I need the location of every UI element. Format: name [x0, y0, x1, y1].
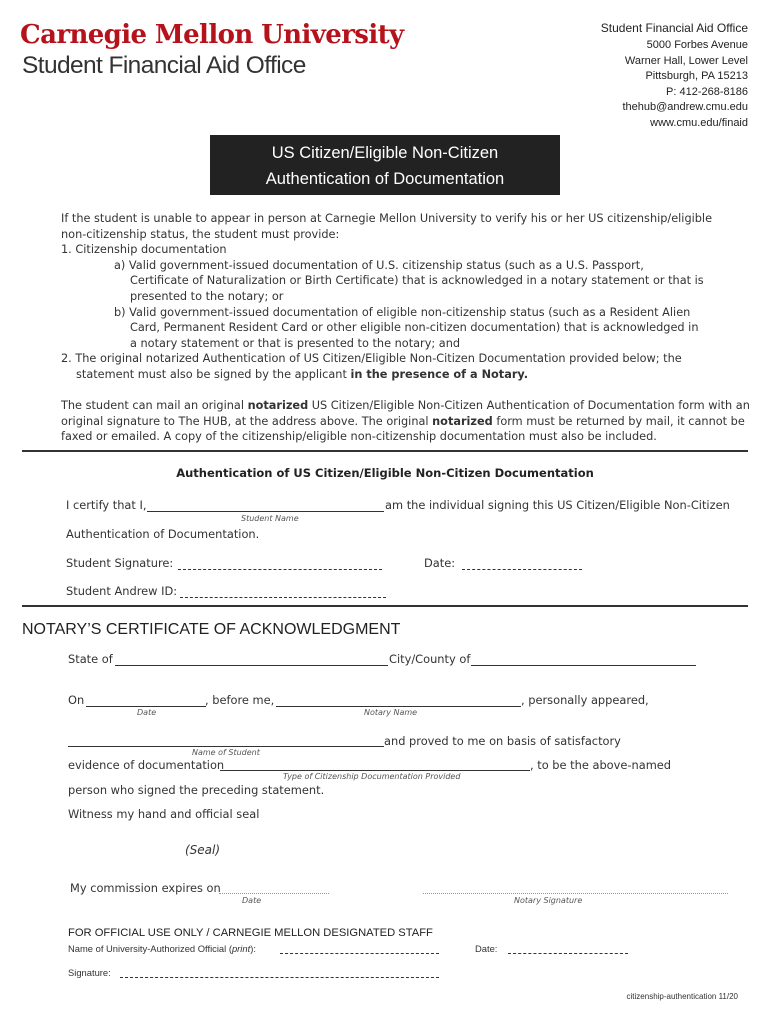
office-address — [601, 20, 748, 132]
student-name-notary-caption: Name of Student — [192, 748, 260, 757]
office-logo-text: Student Financial Aid Office — [22, 52, 306, 79]
instruction-item-b: b) Valid government-issued documentation of eligible non-citizenship status (such as a Resident Alien — [114, 305, 691, 319]
state-label: State of — [68, 652, 113, 666]
instruction-item-a: a) Valid government-issued documentation of U.S. citizenship status (such as a U.S. Passport, — [114, 258, 644, 272]
personally-appeared-label: , personally appeared, — [521, 693, 649, 707]
commission-label: My commission expires on — [70, 881, 221, 895]
witness-label: Witness my hand and official seal — [68, 807, 260, 821]
instruction-line: non-citizenship status, the student must provide: — [61, 227, 340, 241]
print-emphasis: print — [231, 943, 251, 954]
section-divider — [22, 605, 748, 607]
above-named-label: , to be the above-named — [530, 758, 672, 772]
commission-date-caption: Date — [242, 896, 262, 905]
student-signature-field[interactable] — [178, 568, 382, 570]
instruction-line: Card, Permanent Resident Card or other eligible non-citizen documentation) that is acknowledged in — [130, 321, 699, 335]
student-signature-label: Student Signature: — [66, 556, 174, 570]
date-field[interactable] — [462, 568, 582, 570]
state-field[interactable] — [115, 664, 388, 666]
notary-date-field[interactable] — [86, 705, 206, 707]
official-name-text: ): — [250, 943, 256, 954]
instruction-line: If the student is unable to appear in person at Carnegie Mellon University to verify his or her US citizenship/eligible — [61, 212, 713, 225]
date-label: Date: — [424, 556, 456, 570]
andrew-id-field[interactable] — [180, 596, 386, 598]
official-name-text: Name of University-Authorized Official ( — [68, 943, 232, 954]
address-phone: P: 412-268-8186 — [666, 85, 748, 98]
address-title: Student Financial Aid Office — [600, 21, 748, 35]
county-label: City/County of — [389, 652, 471, 666]
student-name-notary-field[interactable] — [68, 745, 384, 747]
certify-end: Authentication of Documentation. — [66, 527, 260, 541]
evidence-label: evidence of documentation — [68, 758, 225, 772]
student-name-caption: Student Name — [241, 514, 299, 523]
student-name-field[interactable] — [147, 510, 384, 512]
before-me-label: , before me, — [205, 693, 275, 707]
official-date-label: Date: — [475, 943, 498, 954]
form-title-line-2: Authentication of Documentation — [265, 170, 505, 188]
person-signed-label: person who signed the preceding statement. — [68, 783, 325, 797]
seal-label: (Seal) — [185, 843, 221, 857]
official-signature-label: Signature: — [68, 967, 111, 978]
notary-name-caption: Notary Name — [364, 708, 418, 717]
mailing-line: faxed or emailed. A copy of the citizenship/eligible non-citizenship documentation must also be included. — [61, 430, 657, 444]
notarized-emphasis: notarized — [247, 399, 309, 412]
official-name-field[interactable] — [280, 952, 439, 954]
instruction-item-1: 1. Citizenship documentation — [61, 243, 227, 257]
mailing-instructions — [61, 398, 751, 445]
notary-signature-caption: Notary Signature — [514, 896, 583, 905]
notarized-emphasis: notarized — [432, 414, 493, 428]
instruction-line: a notary statement or that is presented to the notary; and — [130, 336, 461, 350]
instructions — [61, 211, 751, 383]
instruction-line — [61, 367, 751, 383]
certify-statement: am the individual signing this US Citizen/Eligible Non-Citizen — [385, 498, 730, 512]
documentation-type-field[interactable] — [220, 769, 530, 771]
official-signature-field[interactable] — [120, 976, 439, 978]
address-line: 5000 Forbes Avenue — [646, 39, 748, 51]
commission-date-field[interactable] — [219, 892, 329, 894]
notary-presence-emphasis: in the presence of a Notary. — [350, 367, 529, 381]
county-field[interactable] — [471, 664, 696, 666]
official-name-label — [68, 943, 256, 954]
on-label: On — [68, 693, 85, 707]
mailing-line — [61, 414, 751, 430]
notary-signature-field[interactable] — [423, 892, 728, 894]
mailing-text: form must be returned by mail, it cannot be — [492, 414, 745, 428]
form-code: citizenship-authentication 11/20 — [626, 992, 738, 1001]
certify-label: I certify that I, — [66, 498, 147, 512]
form-title-line-1: US Citizen/Eligible Non-Citizen — [271, 144, 499, 162]
mailing-text: original signature to The HUB, at the address above. The original — [61, 414, 433, 428]
mailing-text: US Citizen/Eligible Non-Citizen Authentication of Documentation form with an — [308, 399, 750, 412]
notary-heading: NOTARY’S CERTIFICATE OF ACKNOWLEDGMENT — [22, 621, 401, 638]
official-use-heading: FOR OFFICIAL USE ONLY / CARNEGIE MELLON DESIGNATED STAFF — [68, 927, 433, 939]
documentation-type-caption: Type of Citizenship Documentation Provided — [283, 772, 461, 781]
section-divider — [22, 450, 748, 452]
date-caption: Date — [137, 708, 157, 717]
instruction-line: presented to the notary; or — [130, 289, 284, 303]
address-line: Warner Hall, Lower Level — [624, 54, 748, 67]
notary-name-field[interactable] — [276, 705, 521, 707]
address-line: Pittsburgh, PA 15213 — [645, 70, 748, 83]
proved-label: and proved to me on basis of satisfactory — [384, 734, 621, 748]
address-website: www.cmu.edu/finaid — [650, 116, 748, 129]
instruction-item-2: 2. The original notarized Authentication of US Citizen/Eligible Non-Citizen Documentation provided below; the — [61, 352, 682, 366]
mailing-text: The student can mail an original — [61, 399, 248, 412]
address-email: thehub@andrew.cmu.edu — [622, 101, 748, 114]
form-title-box — [210, 135, 560, 195]
mailing-line — [61, 398, 751, 414]
university-logo-text: Carnegie Mellon University — [20, 20, 404, 50]
instruction-text: statement must also be signed by the applicant — [76, 367, 351, 381]
andrew-id-label: Student Andrew ID: — [66, 584, 178, 598]
official-date-field[interactable] — [508, 952, 628, 954]
authentication-heading: Authentication of US Citizen/Eligible Non-Citizen Documentation — [176, 466, 594, 480]
instruction-line: Certificate of Naturalization or Birth Certificate) that is acknowledged in a notary statement or that is — [130, 274, 704, 288]
